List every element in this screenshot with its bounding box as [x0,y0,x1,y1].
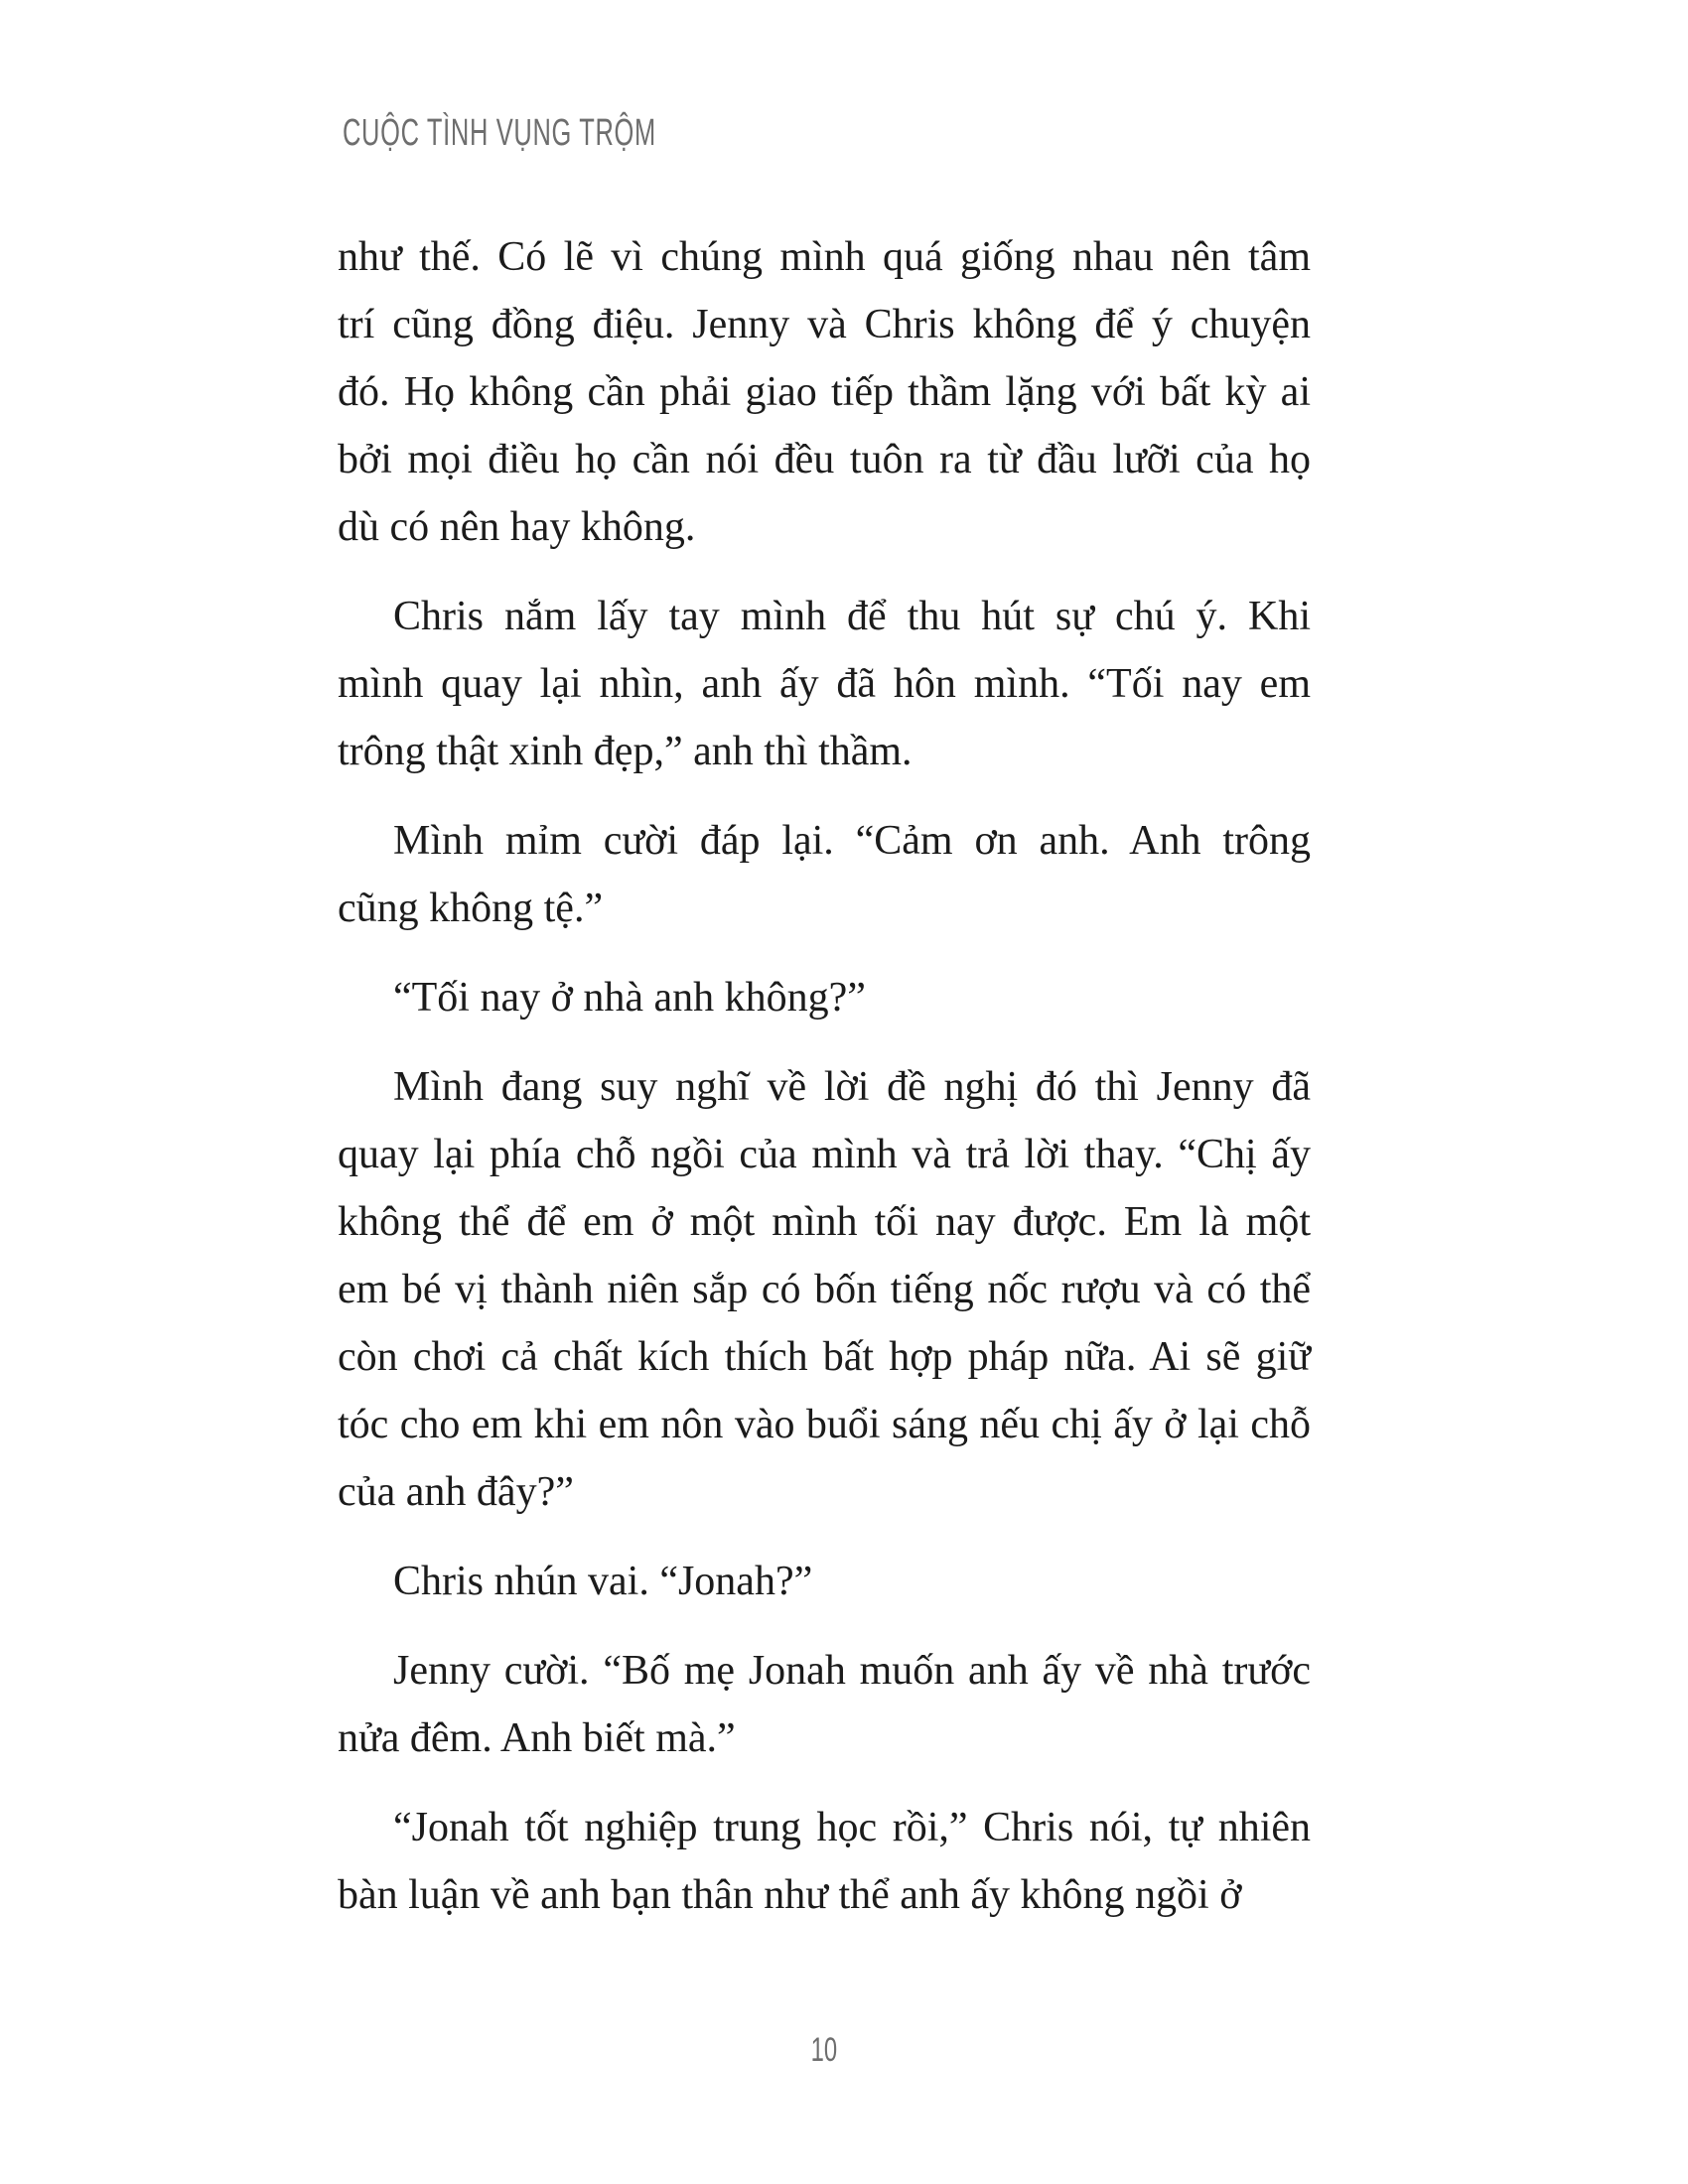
text-line: như thế. Có lẽ vì chúng mình quá giống nhau nên tâm [338,234,1311,280]
text-line: nửa đêm. Anh biết mà.” [338,1715,736,1761]
text-line: “Jonah tốt nghiệp trung học rồi,” Chris nói, tự nhiên [393,1805,1311,1850]
text-line: em bé vị thành niên sắp có bốn tiếng nốc rượu và có thể [338,1267,1311,1312]
text-line: bàn luận về anh bạn thân như thể anh ấy không ngồi ở [338,1872,1242,1918]
paragraph [338,1794,1311,1929]
text-line: không thể để em ở một mình tối nay được. Em là một [338,1199,1311,1245]
text-line: bởi mọi điều họ cần nói đều tuôn ra từ đầu lưỡi của họ [338,437,1311,482]
paragraph [338,1548,1311,1615]
text-line: tóc cho em khi em nôn vào buổi sáng nếu chị ấy ở lại chỗ [338,1402,1311,1447]
text-line: đó. Họ không cần phải giao tiếp thầm lặng với bất kỳ ai [338,369,1311,415]
paragraph [338,1637,1311,1772]
page-number: 10 [810,2031,838,2069]
text-line: Chris nhún vai. “Jonah?” [393,1559,813,1604]
text-line: Mình đang suy nghĩ về lời đề nghị đó thì Jenny đã [393,1064,1311,1110]
text-line: Jenny cười. “Bố mẹ Jonah muốn anh ấy về nhà trước [393,1648,1311,1694]
paragraph [338,964,1311,1031]
running-header: CUỘC TÌNH VỤNG TRỘM [343,112,656,154]
text-line: trông thật xinh đẹp,” anh thì thầm. [338,729,913,774]
text-line: cũng không tệ.” [338,886,604,931]
paragraph [338,1053,1311,1526]
text-line: Chris nắm lấy tay mình để thu hút sự chú ý. Khi [393,594,1311,639]
text-line: trí cũng đồng điệu. Jenny và Chris không để ý chuyện [338,302,1311,347]
paragraph [338,223,1311,561]
body-text [338,223,1311,1951]
text-line: “Tối nay ở nhà anh không?” [393,975,866,1021]
text-line: còn chơi cả chất kích thích bất hợp pháp nữa. Ai sẽ giữ [338,1334,1311,1380]
text-line: mình quay lại nhìn, anh ấy đã hôn mình. “Tối nay em [338,661,1311,707]
text-line: quay lại phía chỗ ngồi của mình và trả lời thay. “Chị ấy [338,1132,1311,1177]
paragraph [338,807,1311,942]
page-footer [338,2033,1311,2067]
paragraph [338,583,1311,785]
text-line: dù có nên hay không. [338,504,696,550]
text-line: của anh đây?” [338,1469,574,1515]
text-line: Mình mỉm cười đáp lại. “Cảm ơn anh. Anh trông [393,818,1311,864]
